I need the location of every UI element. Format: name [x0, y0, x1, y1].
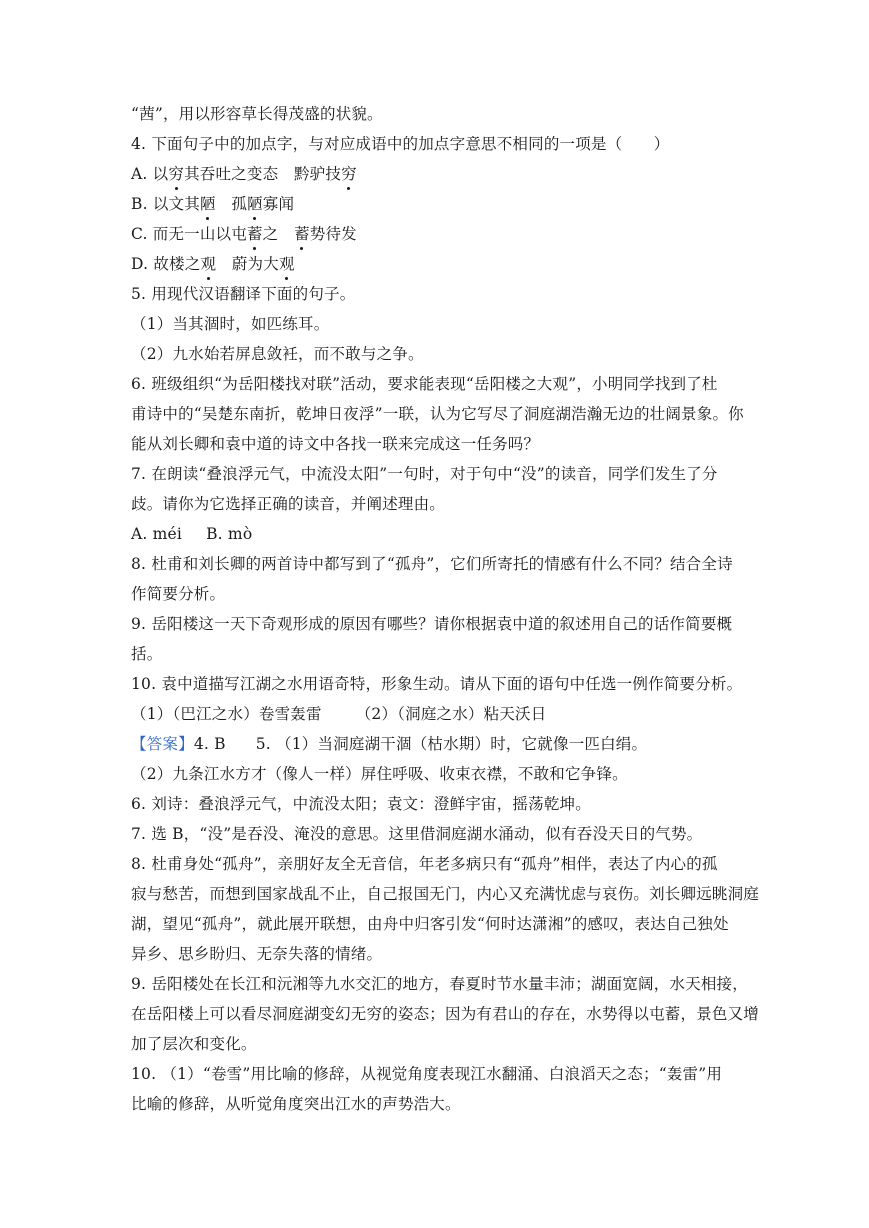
text-segment: 势待发 — [309, 225, 357, 243]
question-4: 4. 下面句子中的加点字，与对应成语中的加点字意思不相同的一项是（ ） — [131, 135, 670, 153]
dotted-char: 穷 — [168, 165, 185, 183]
text-line: （1）当其涸时，如匹练耳。 — [131, 315, 330, 333]
text-segment: 4. B — [193, 735, 226, 753]
text-line: 比喻的修辞，从听觉角度突出江水的声势浩大。 — [131, 1095, 461, 1113]
dotted-char: 观 — [200, 255, 217, 273]
text-line: 在岳阳楼上可以看尽洞庭湖变幻无穷的姿态；因为有君山的存在，水势得以屯蓄，景色又增 — [131, 1005, 760, 1023]
pinyin-options — [131, 524, 741, 544]
text-segment: （2）（洞庭之水）粘天沃日 — [355, 705, 547, 723]
text-segment: （1）（巴江之水）卷雪轰雷 — [131, 705, 322, 723]
text-segment: 寡闻 — [262, 195, 295, 213]
pinyin-option-b: B. mò — [206, 525, 253, 543]
text-line: 9. 岳阳楼处在长江和沅湘等九水交汇的地方，春夏时节水量丰沛；湖面宽阔，水天相接， — [131, 975, 748, 993]
text-segment: 其吞吐之变态 黔驴技 — [184, 165, 342, 183]
text-line: 歧。请你为它选择正确的读音，并阐述理由。 — [131, 495, 446, 513]
option-c — [131, 224, 741, 244]
text-line: 加了层次和变化。 — [131, 1035, 257, 1053]
text-line: 7. 选 B，“没”是吞没、淹没的意思。这里借洞庭湖水涌动，似有吞没天日的气势。 — [131, 825, 703, 843]
option-d — [131, 254, 741, 274]
answer-label: 【答案】 — [131, 735, 194, 753]
question-8: 8. 杜甫和刘长卿的两首诗中都写到了“孤舟”，它们所寄托的情感有什么不同？结合全诗 — [131, 555, 733, 573]
answer-line — [131, 734, 741, 754]
text-segment: B. 以文其 — [131, 195, 200, 213]
text-line: 8. 杜甫身处“孤舟”，亲朋好友全无音信，年老多病只有“孤舟”相伴，表达了内心的孤 — [131, 855, 718, 873]
text-line: 括。 — [131, 645, 163, 663]
question-7: 7. 在朗读“叠浪浮元气，中流没太阳”一句时，对于句中“没”的读音，同学们发生了分 — [131, 465, 718, 483]
text-segment: 之 — [262, 225, 295, 243]
text-line: 异乡、思乡盼归、无奈失落的情绪。 — [131, 945, 383, 963]
text-segment: 孤 — [215, 195, 248, 213]
text-line: 作简要分析。 — [131, 585, 226, 603]
text-line: 能从刘长卿和袁中道的诗文中各找一联来完成这一任务吗？ — [131, 435, 540, 453]
dotted-char: 陋 — [199, 195, 216, 213]
question-10: 10. 袁中道描写江湖之水用语奇特，形象生动。请从下面的语句中任选一例作简要分析。 — [131, 675, 743, 693]
dotted-char: 蓄 — [294, 225, 310, 243]
question-5: 5. 用现代汉语翻译下面的句子。 — [131, 285, 356, 303]
text-segment: A. 以 — [131, 165, 169, 183]
text-line: 10. （1）“卷雪”用比喻的修辞，从视觉角度表现江水翻涌、白浪滔天之态；“轰雷”用 — [131, 1065, 723, 1083]
text-line: 6. 刘诗：叠浪浮元气，中流没太阳；袁文：澄鲜宇宙，摇荡乾坤。 — [131, 795, 591, 813]
dotted-char: 蓄 — [246, 225, 263, 243]
text-line: “茜”，用以形容草长得茂盛的状貌。 — [131, 105, 383, 123]
text-line: 湖，望见“孤舟”，就此展开联想，由舟中归客引发“何时达潇湘”的感叹，表达自己独处 — [131, 915, 729, 933]
text-line — [131, 704, 741, 724]
text-segment: 蔚为大 — [216, 255, 279, 273]
option-a — [131, 164, 741, 184]
text-segment: D. 故楼之 — [131, 255, 201, 273]
pinyin-option-a: A. méi — [131, 525, 183, 543]
text-line: （2）九条江水方才（像人一样）屏住呼吸、收束衣襟，不敢和它争锋。 — [131, 765, 628, 783]
option-b — [131, 194, 741, 214]
text-line: 甫诗中的“吴楚东南折，乾坤日夜浮”一联，认为它写尽了洞庭湖浩瀚无边的壮阔景象。你 — [131, 405, 744, 423]
text-line: 寂与愁苦，而想到国家战乱不止，自己报国无门，内心又充满忧虑与哀伤。刘长卿远眺洞庭 — [131, 885, 760, 903]
question-6: 6. 班级组织“为岳阳楼找对联”活动，要求能表现“岳阳楼之大观”，小明同学找到了杜 — [131, 375, 718, 393]
text-segment: 5. （1）当洞庭湖干涸（枯水期）时，它就像一匹白绢。 — [255, 735, 648, 753]
text-line: （2）九水始若屏息敛衽，而不敢与之争。 — [131, 345, 424, 363]
dotted-char: 观 — [278, 255, 295, 273]
dotted-char: 穷 — [341, 165, 357, 183]
question-9: 9. 岳阳楼这一天下奇观形成的原因有哪些？请你根据袁中道的叙述用自己的话作简要概 — [131, 615, 733, 633]
dotted-char: 陋 — [247, 195, 263, 213]
text-segment: C. 而无一山以屯 — [131, 225, 247, 243]
